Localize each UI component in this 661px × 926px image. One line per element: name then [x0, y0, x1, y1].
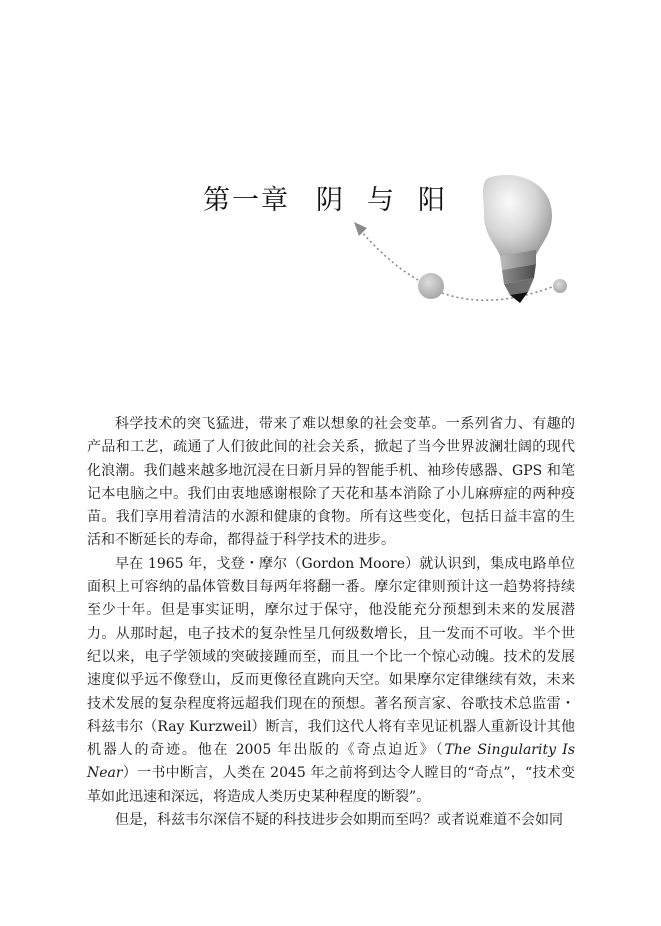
chapter-title-char: 阴	[316, 185, 345, 216]
paragraph: 科学技术的突飞猛进，带来了难以想象的社会变革。一系列省力、有趣的产品和工艺，疏通了人们彼此间的社会关系，掀起了当今世界波澜壮阔的现代化浪潮。我们越来越多地沉浸在日新月异的智能手机、袖珍传感器、GPS 和笔记本电脑之中。我们由衷地感谢根除了天花和基本消除了小儿麻痹症的两种疫苗。我们享用着清洁的水源和健康的食物。所有这些变化，包括日益丰富的生活和不断延长的寿命，都得益于科学技术的进步。	[87, 416, 575, 549]
lightbulb-pencil-illustration	[340, 160, 580, 330]
chapter-title-char: 阳	[418, 185, 447, 216]
paragraph: 早在 1965 年，戈登・摩尔（Gordon Moore）就认识到，集成电路单位面积上可容纳的晶体管数目每两年将翻一番。摩尔定律则预计这一趋势将持续至少十年。但是事实证明，摩尔过于保守，他没能充分预想到未来的发展潜力。从那时起，电子技术的复杂性呈几何级数增长，且一发而不可收。半个世纪以来，电子学领域的突破接踵而至，而且一个比一个惊心动魄。技术的发展速度似乎远不像登山，反而更像径直跳向天空。如果摩尔定律继续有效，未来技术发展的复杂程度将远超我们现在的预想。著名预言家、谷歌技术总监雷・科兹韦尔（Ray Kurzweil）断言，我们这代人将有幸见证机器人重新设计其他机器人的奇迹。他在 2005 年出版的《奇点迫近》（The Singularity Is Near）一书中断言，人类在 2045 年之前将到达令人瞠目的“奇点”，“技术变革如此迅速和深远，将造成人类历史某种程度的断裂”。	[87, 555, 575, 805]
body-text	[87, 413, 575, 832]
chapter-header	[0, 0, 661, 330]
paragraph: 但是，科兹韦尔深信不疑的科技进步会如期而至吗？或者说难道不会如同	[115, 812, 563, 829]
book-title-en: The Singularity Is Near	[87, 742, 575, 782]
lightbulb-icon	[483, 175, 552, 303]
chapter-label: 第一章	[203, 185, 290, 216]
large-dot-icon	[418, 273, 444, 299]
small-dot-icon	[553, 279, 567, 293]
chapter-title-char: 与	[367, 185, 396, 216]
